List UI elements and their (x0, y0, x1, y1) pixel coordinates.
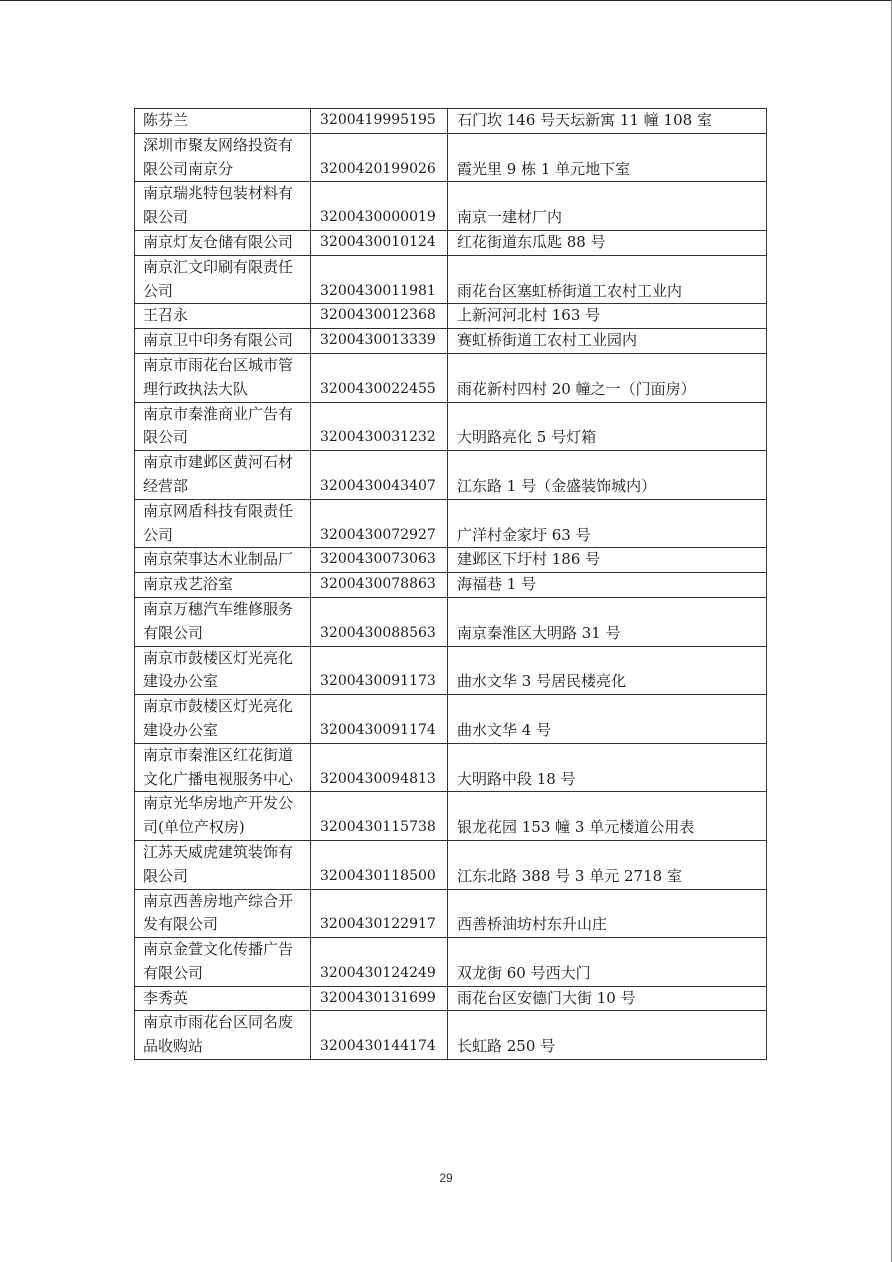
account-number: 3200430010124 (311, 230, 448, 255)
table-row (135, 499, 767, 548)
account-number: 3200430072927 (311, 499, 448, 548)
top-border-line (0, 0, 892, 1)
customer-name: 王召永 (135, 304, 311, 329)
table-row (135, 743, 767, 792)
address: 上新河河北村 163 号 (448, 304, 767, 329)
table-row (135, 451, 767, 500)
address: 大明路中段 18 号 (448, 743, 767, 792)
account-number: 3200430011981 (311, 255, 448, 304)
customer-name: 南京市建邺区黄河石材经营部 (135, 451, 311, 500)
account-number: 3200430031232 (311, 402, 448, 451)
customer-name: 李秀英 (135, 986, 311, 1011)
account-number: 3200430000019 (311, 182, 448, 231)
account-number: 3200430122917 (311, 889, 448, 938)
customer-name: 南京网盾科技有限责任公司 (135, 499, 311, 548)
address: 石门坎 146 号天坛新寓 11 幢 108 室 (448, 109, 767, 134)
customer-name: 南京市雨花台区城市管理行政执法大队 (135, 353, 311, 402)
account-number: 3200419995195 (311, 109, 448, 134)
address: 曲水文华 4 号 (448, 695, 767, 744)
account-number: 3200430124249 (311, 938, 448, 987)
customer-name: 南京市雨花台区同名废品收购站 (135, 1011, 311, 1060)
address: 海福巷 1 号 (448, 573, 767, 598)
address: 江东路 1 号（金盛装饰城内） (448, 451, 767, 500)
table-row (135, 329, 767, 354)
account-number: 3200430088563 (311, 597, 448, 646)
table-row (135, 304, 767, 329)
account-number: 3200430144174 (311, 1011, 448, 1060)
account-number: 3200430118500 (311, 840, 448, 889)
account-number: 3200430091173 (311, 646, 448, 695)
account-number: 3200430078863 (311, 573, 448, 598)
customer-name: 南京市鼓楼区灯光亮化建设办公室 (135, 695, 311, 744)
address: 建邺区下圩村 186 号 (448, 548, 767, 573)
table-row (135, 402, 767, 451)
address: 红花街道东瓜匙 88 号 (448, 230, 767, 255)
table-row (135, 353, 767, 402)
customer-name: 南京汇文印刷有限责任公司 (135, 255, 311, 304)
customer-name: 江苏天威虎建筑装饰有限公司 (135, 840, 311, 889)
table-row (135, 230, 767, 255)
customer-name: 南京西善房地产综合开发有限公司 (135, 889, 311, 938)
customer-name: 南京万穗汽车维修服务有限公司 (135, 597, 311, 646)
table-row (135, 109, 767, 134)
table-row (135, 938, 767, 987)
address: 江东北路 388 号 3 单元 2718 室 (448, 840, 767, 889)
account-number: 3200430043407 (311, 451, 448, 500)
table-row (135, 840, 767, 889)
address: 西善桥油坊村东升山庄 (448, 889, 767, 938)
table-row (135, 889, 767, 938)
table-row (135, 573, 767, 598)
customer-name: 南京瑞兆特包装材料有限公司 (135, 182, 311, 231)
account-number: 3200430094813 (311, 743, 448, 792)
address: 雨花台区安德门大街 10 号 (448, 986, 767, 1011)
table-row (135, 597, 767, 646)
address: 广洋村金家圩 63 号 (448, 499, 767, 548)
page-number: 29 (439, 1171, 453, 1185)
customer-name: 南京光华房地产开发公司(单位产权房) (135, 792, 311, 841)
address: 曲水文华 3 号居民楼亮化 (448, 646, 767, 695)
address: 雨花台区塞虹桥街道工农村工业内 (448, 255, 767, 304)
address: 长虹路 250 号 (448, 1011, 767, 1060)
customer-name: 南京市秦淮区红花街道文化广播电视服务中心 (135, 743, 311, 792)
account-number: 3200430012368 (311, 304, 448, 329)
table-row (135, 986, 767, 1011)
address: 雨花新村四村 20 幢之一（门面房） (448, 353, 767, 402)
customer-name: 南京灯友仓储有限公司 (135, 230, 311, 255)
customer-name: 深圳市聚友网络投资有限公司南京分 (135, 133, 311, 182)
customer-name: 南京市秦淮商业广告有限公司 (135, 402, 311, 451)
address: 霞光里 9 栋 1 单元地下室 (448, 133, 767, 182)
address: 双龙街 60 号西大门 (448, 938, 767, 987)
records-table (134, 108, 767, 1060)
account-number: 3200430091174 (311, 695, 448, 744)
customer-name: 南京卫中印务有限公司 (135, 329, 311, 354)
account-number: 3200430013339 (311, 329, 448, 354)
address: 银龙花园 153 幢 3 单元楼道公用表 (448, 792, 767, 841)
customer-name: 陈芬兰 (135, 109, 311, 134)
table-row (135, 182, 767, 231)
address: 南京一建材厂内 (448, 182, 767, 231)
address: 大明路亮化 5 号灯箱 (448, 402, 767, 451)
customer-name: 南京戎艺浴室 (135, 573, 311, 598)
customer-name: 南京市鼓楼区灯光亮化建设办公室 (135, 646, 311, 695)
address: 赛虹桥街道工农村工业园内 (448, 329, 767, 354)
table-row (135, 133, 767, 182)
customer-name: 南京荣事达木业制品厂 (135, 548, 311, 573)
table-row (135, 646, 767, 695)
account-number: 3200430022455 (311, 353, 448, 402)
table-row (135, 695, 767, 744)
table-row (135, 1011, 767, 1060)
account-number: 3200430131699 (311, 986, 448, 1011)
address: 南京秦淮区大明路 31 号 (448, 597, 767, 646)
account-number: 3200430073063 (311, 548, 448, 573)
table-row (135, 255, 767, 304)
account-number: 3200420199026 (311, 133, 448, 182)
table-row (135, 548, 767, 573)
customer-name: 南京金萱文化传播广告有限公司 (135, 938, 311, 987)
account-number: 3200430115738 (311, 792, 448, 841)
table-row (135, 792, 767, 841)
